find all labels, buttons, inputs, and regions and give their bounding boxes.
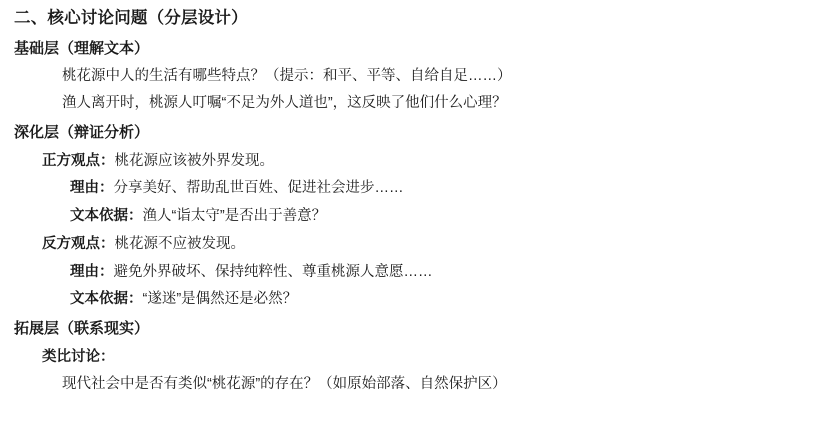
layer-heading-deepening: 深化层（辩证分析）	[14, 123, 150, 141]
stance-text: 桃花源不应被发现。	[114, 236, 245, 252]
detail-label: 文本依据：	[70, 291, 143, 307]
layer-heading-basic: 基础层（理解文本）	[14, 39, 150, 57]
topic-label: 类比讨论：	[42, 348, 115, 365]
stance-affirmative	[14, 154, 818, 169]
detail-label: 文本依据：	[70, 207, 143, 224]
question-item: 桃花源中人的生活有哪些特点？（提示：和平、平等、自给自足……）	[62, 67, 512, 84]
stance-detail	[14, 181, 818, 196]
question-item: 渔人离开时，桃源人叮嘱“不足为外人道也”，这反映了他们什么心理？	[62, 95, 507, 111]
detail-text: 渔人“诣太守”是否出于善意？	[142, 207, 327, 224]
detail-text: “遂迷”是偶然还是必然？	[142, 291, 298, 307]
topic-question: 现代社会中是否有类似“桃花源”的存在？（如原始部落、自然保护区）	[62, 376, 507, 392]
layer-heading-extension: 拓展层（联系现实）	[14, 319, 150, 337]
page-title: 二、核心讨论问题（分层设计）	[14, 9, 248, 27]
detail-text: 分享美好、帮助乱世百姓、促进社会进步……	[113, 180, 404, 196]
stance-label: 反方观点：	[42, 236, 115, 252]
detail-label: 理由：	[70, 263, 114, 280]
stance-detail	[14, 209, 818, 224]
stance-text: 桃花源应该被外界发现。	[114, 152, 274, 169]
stance-detail	[14, 292, 818, 307]
detail-text: 避免外界破坏、保持纯粹性、尊重桃源人意愿……	[113, 263, 433, 280]
stance-label: 正方观点：	[42, 152, 115, 169]
stance-detail	[14, 265, 818, 280]
stance-opposing	[14, 237, 818, 252]
detail-label: 理由：	[70, 180, 114, 196]
